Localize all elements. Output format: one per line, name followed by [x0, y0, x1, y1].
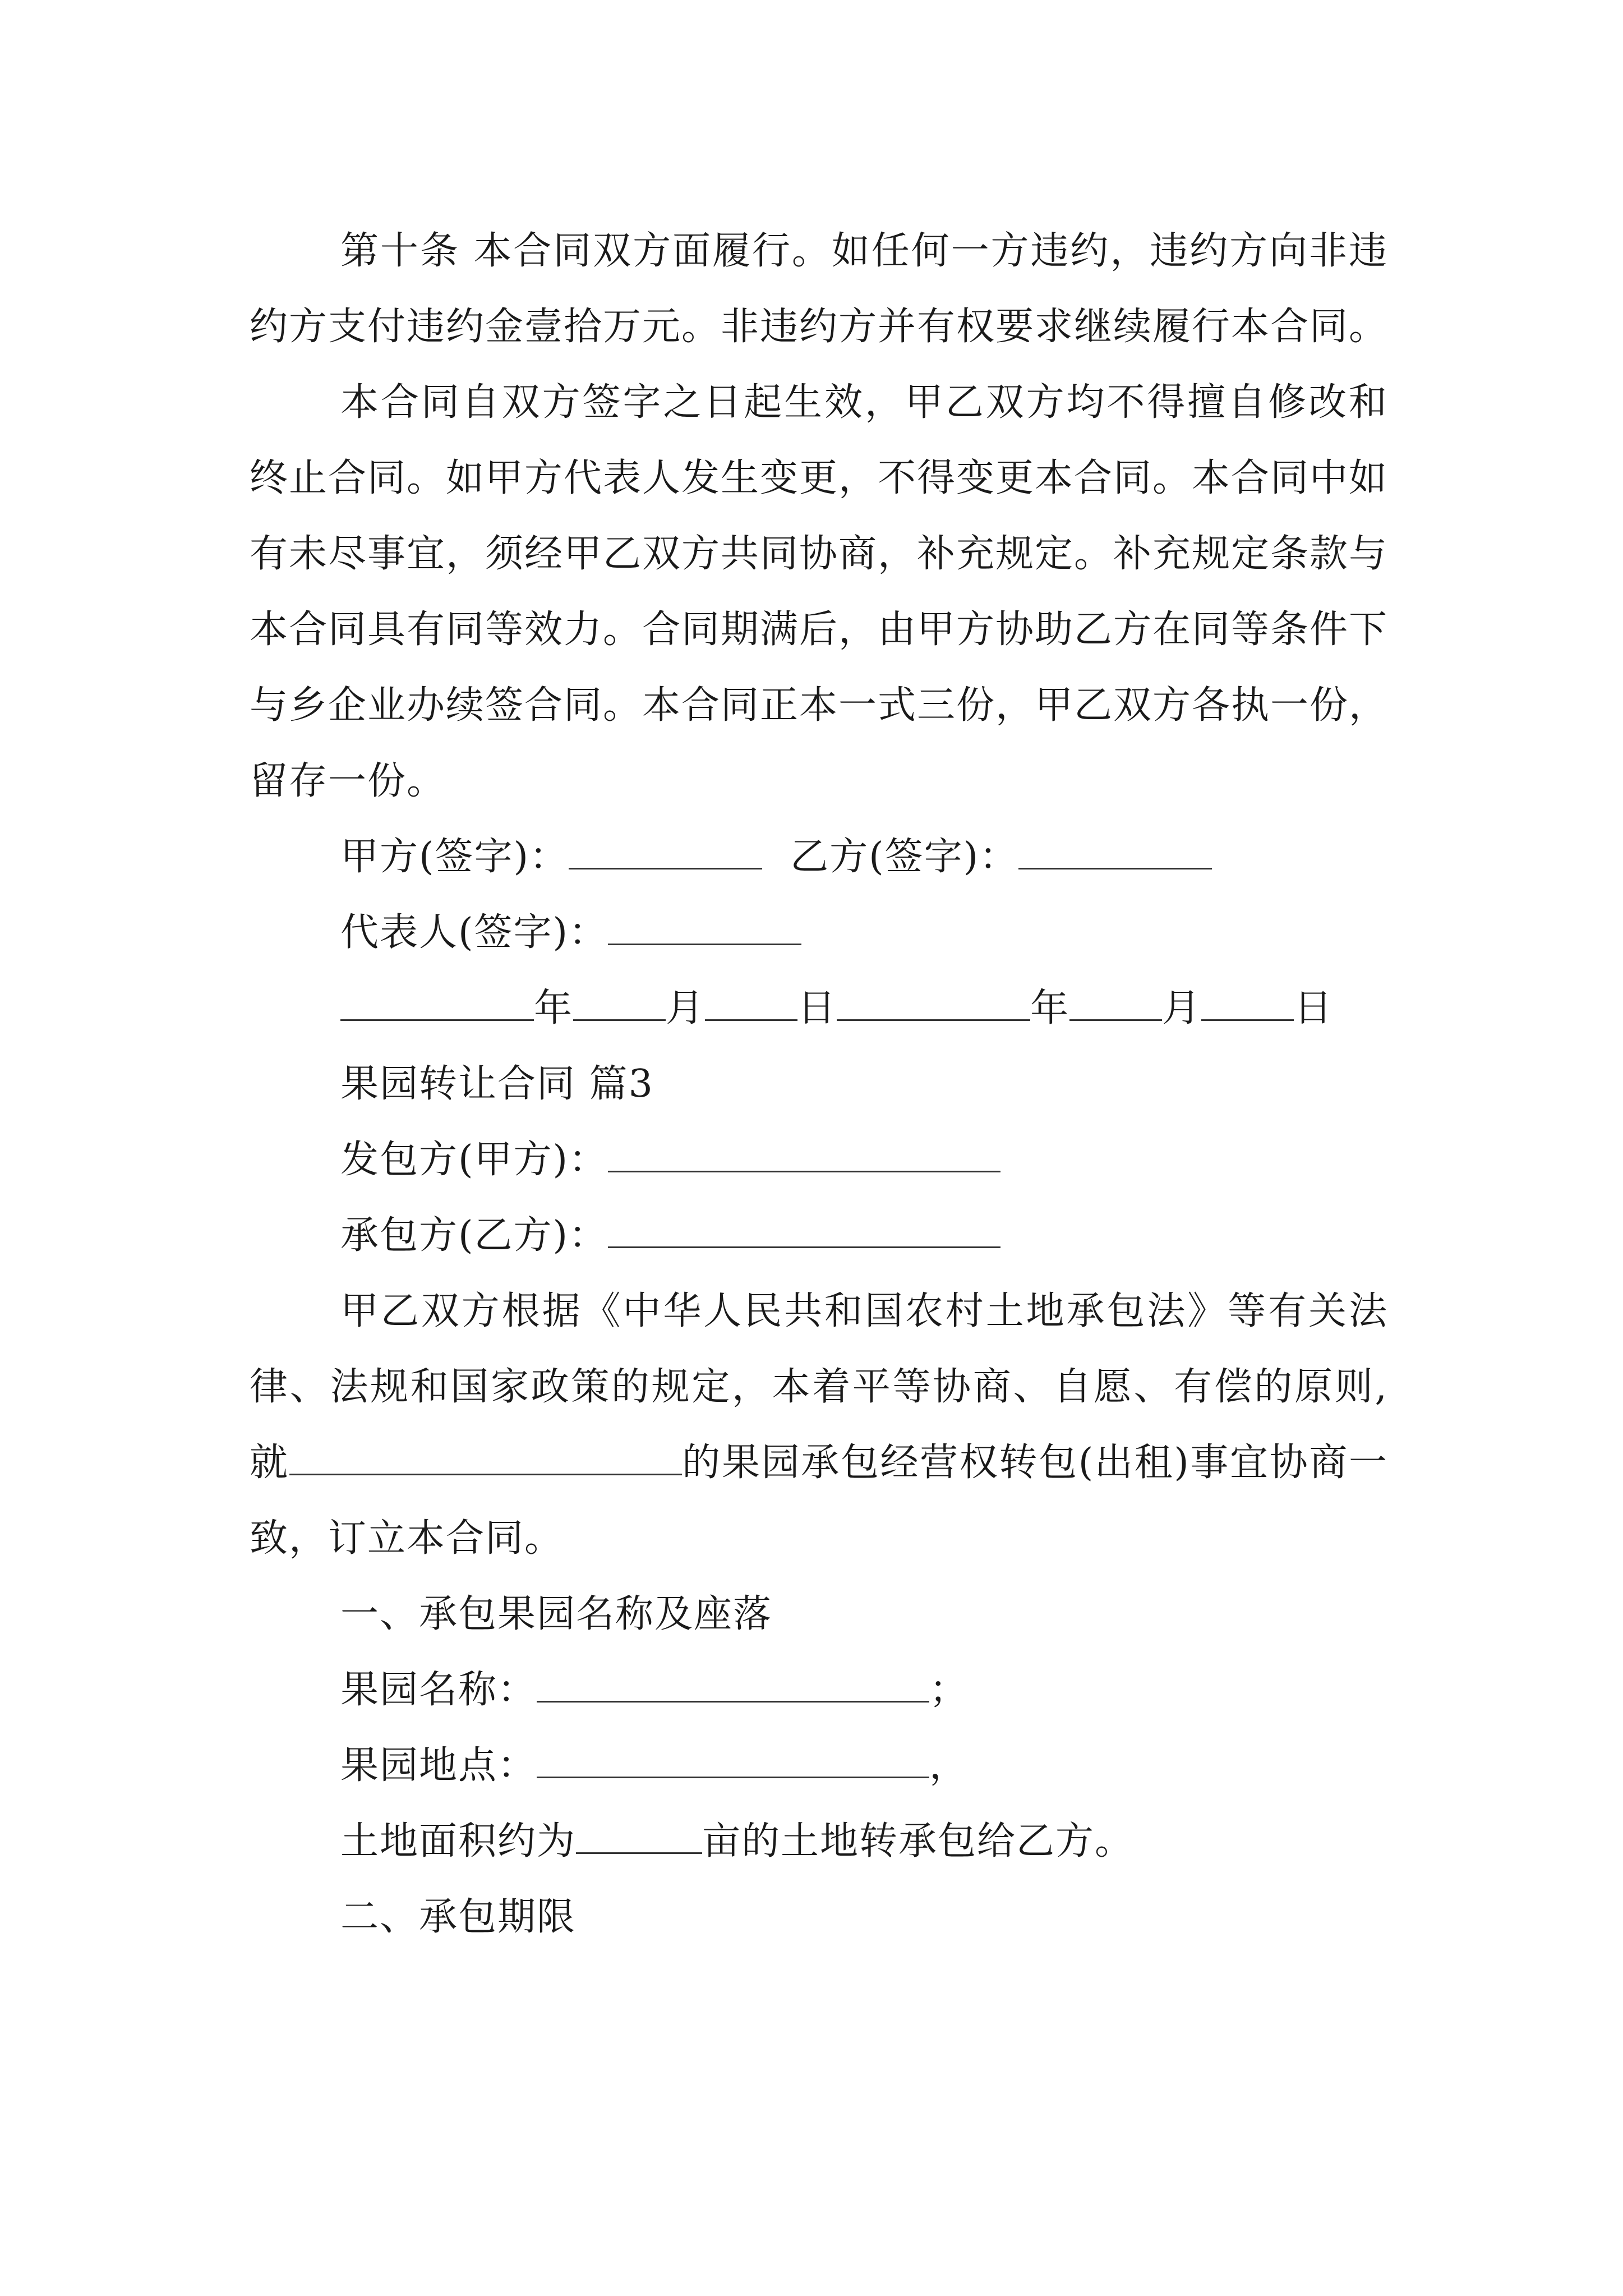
land-area-blank — [576, 1821, 702, 1854]
party-b-signature-blank — [1018, 836, 1212, 869]
party-b-day-blank — [1201, 988, 1294, 1021]
party-b-signature-label: 乙方(签字)： — [790, 835, 1019, 879]
signature-line-representative — [250, 895, 1388, 970]
contractor-b-blank — [608, 1215, 1000, 1248]
orchard-name-blank — [537, 1669, 929, 1703]
party-a-year-blank — [340, 988, 534, 1021]
orchard-location-line — [250, 1728, 1388, 1803]
orchard-name-end: ； — [929, 1668, 969, 1712]
agreement-basis-text-a: 甲乙双方根据《中华人民共和国农村土地承包法》等有关法律、法规和国家政策的规定，本着平等协商、自愿、有偿的原则,就 — [250, 1289, 1388, 1485]
document-body — [250, 213, 1388, 1955]
contractor-a-label: 发包方(甲方)： — [340, 1138, 608, 1182]
orchard-location-blank — [537, 1745, 929, 1778]
orchard-location-end: ， — [929, 1743, 969, 1788]
clause-ten: 第十条 本合同双方面履行。如任何一方违约，违约方向非违约方支付违约金壹拾万元。非违约方并有权要求继续履行本合同。 — [250, 229, 1389, 349]
party-a-year-label: 年 — [534, 986, 574, 1030]
signature-date-line — [250, 970, 1388, 1046]
land-area-label: 土地面积约为 — [340, 1819, 577, 1864]
orchard-location-label: 果园地点： — [340, 1743, 537, 1788]
section-title: 果园转让合同 篇3 — [340, 1062, 654, 1106]
agreement-basis-text-b: 的果园承包经营权转包(出租)事宜协商一致，订立本合同。 — [250, 1441, 1388, 1561]
party-b-day-label: 日 — [1294, 986, 1334, 1030]
orchard-name-line — [250, 1652, 1388, 1728]
party-b-year-label: 年 — [1030, 986, 1070, 1030]
contractor-b-line — [250, 1198, 1388, 1273]
representative-signature-label: 代表人(签字)： — [340, 910, 608, 955]
heading-orchard-name-location: 一、承包果园名称及座落 — [340, 1592, 773, 1636]
party-b-month-blank — [1069, 988, 1162, 1021]
party-b-month-label: 月 — [1162, 986, 1202, 1030]
land-area-text: 亩的土地转承包给乙方。 — [702, 1819, 1135, 1864]
representative-signature-blank — [608, 912, 801, 945]
contractor-a-blank — [608, 1139, 1000, 1172]
orchard-name-label: 果园名称： — [340, 1668, 537, 1712]
effectiveness-paragraph: 本合同自双方签字之日起生效，甲乙双方均不得擅自修改和终止合同。如甲方代表人发生变更，不得变更本合同。本合同中如有未尽事宜，须经甲乙双方共同协商，补充规定。补充规定条款与本合同具有同等效力。合同期满后，由甲方协助乙方在同等条件下与乡企业办续签合同。本合同正本一式三份，甲乙双方各执一份，留存一份。 — [250, 380, 1389, 803]
heading-contract-term: 二、承包期限 — [340, 1895, 577, 1939]
party-a-day-label: 日 — [797, 986, 837, 1030]
agreement-basis-paragraph — [250, 1273, 1388, 1576]
land-area-line — [250, 1803, 1388, 1879]
party-a-month-label: 月 — [666, 986, 706, 1030]
signature-line-parties — [250, 819, 1388, 895]
contractor-a-line — [250, 1122, 1388, 1198]
orchard-blank — [289, 1442, 682, 1475]
party-b-year-blank — [837, 988, 1030, 1021]
party-a-signature-label: 甲方(签字)： — [340, 835, 569, 879]
party-a-month-blank — [573, 988, 666, 1021]
contractor-b-label: 承包方(乙方)： — [340, 1213, 608, 1258]
party-a-signature-blank — [569, 836, 762, 869]
party-a-day-blank — [705, 988, 797, 1021]
